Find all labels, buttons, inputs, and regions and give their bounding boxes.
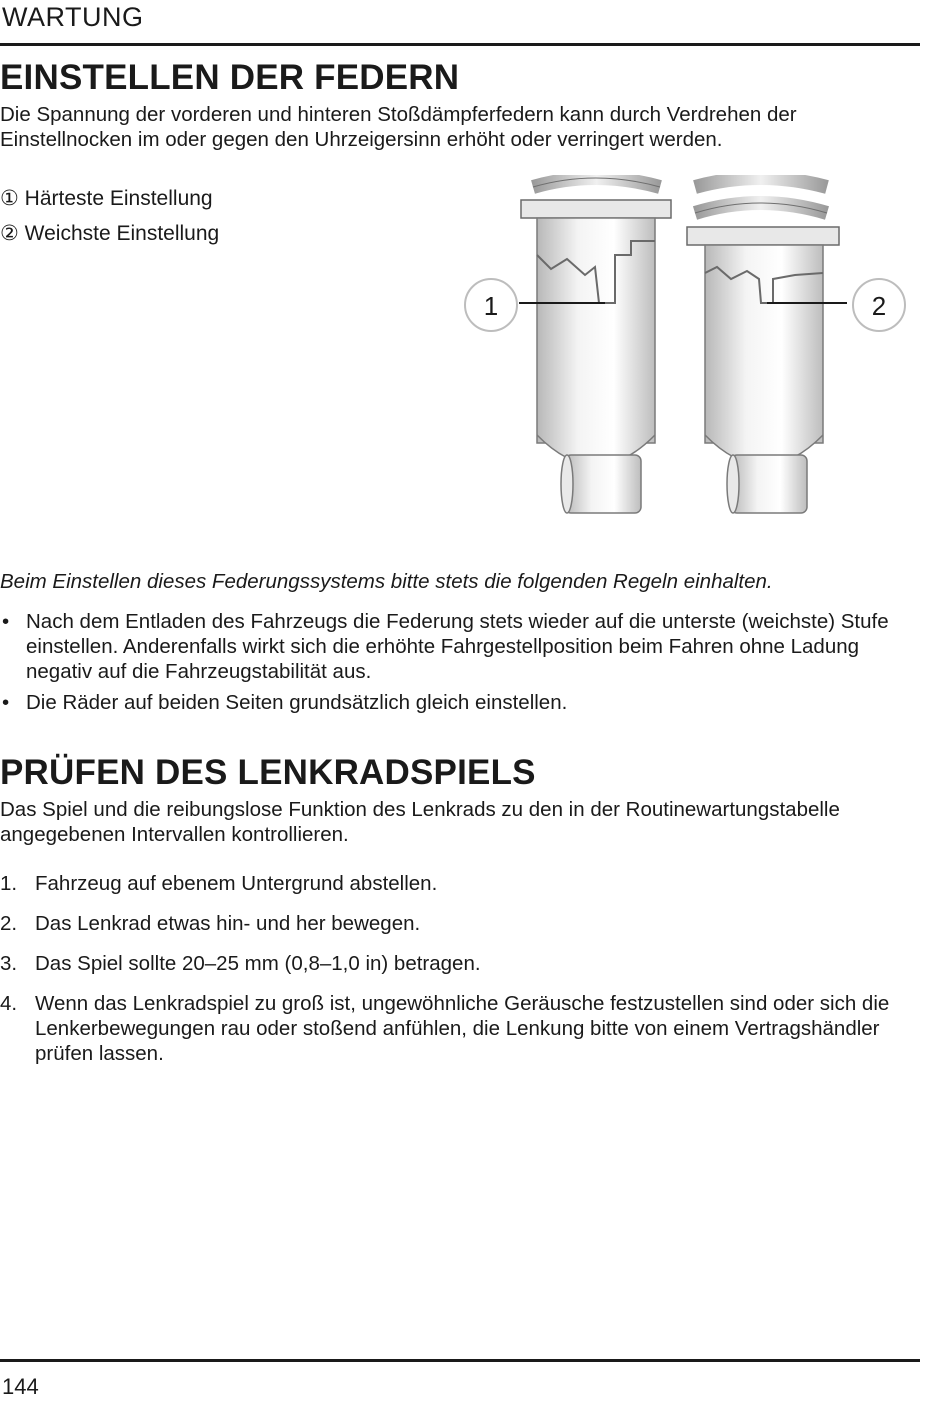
list-item (0, 951, 915, 976)
springs-intro: Die Spannung der vorderen und hinteren Stoßdämpferfedern kann durch Verdrehen der Einstellnocken im oder gegen den Uhrzeigersinn erhöht oder verringert werden. (0, 103, 797, 151)
list-item (0, 911, 915, 936)
callout-marker-1: ① (0, 187, 19, 210)
callout-label-2: Weichste Einstellung (24, 222, 220, 245)
step-text: Das Lenkrad etwas hin- und her bewegen. (35, 912, 421, 935)
bullet-text: Die Räder auf beiden Seiten grundsätzlich gleich einstellen. (26, 691, 568, 714)
bullet-marker: • (2, 691, 10, 714)
steering-intro: Das Spiel und die reibungslose Funktion des Lenkrads zu den in der Routinewartungstabelle angegebenen Intervallen kontrollieren. (0, 798, 840, 846)
header-rule (0, 43, 920, 46)
page-number: 144 (2, 1374, 39, 1399)
list-item (0, 991, 915, 1066)
footer-rule (0, 1359, 920, 1362)
step-text: Das Spiel sollte 20–25 mm (0,8–1,0 in) betragen. (35, 952, 481, 975)
list-item (0, 609, 915, 684)
bullet-marker: • (2, 610, 10, 633)
list-item (0, 690, 915, 715)
springs-note: Beim Einstellen dieses Federungssystems bitte stets die folgenden Regeln einhalten. (0, 570, 773, 593)
shock-right (687, 178, 839, 513)
callout-label-1: Härteste Einstellung (24, 187, 213, 210)
bullet-text: Nach dem Entladen des Fahrzeugs die Federung stets wieder auf die unterste (weichste) Stufe einstellen. Anderenfalls wirkt sich die erhöhte Fahrgestellposition beim Fahren ohne Ladung negativ auf die Fahrzeugstabilität aus. (26, 610, 889, 683)
step-text: Wenn das Lenkradspiel zu groß ist, ungewöhnliche Geräusche festzustellen sind oder sich die Lenkerbewegungen rau oder stoßend anfühlen, die Lenkung bitte von einem Vertragshändler prüfen lassen. (35, 992, 890, 1065)
step-number: 4. (0, 992, 18, 1015)
springs-rules-list (0, 609, 915, 721)
section-header: WARTUNG (2, 2, 144, 32)
shock-left (521, 178, 671, 513)
figure-callout-label-2: 2 (871, 291, 887, 321)
steering-steps-list (0, 871, 915, 1081)
shock-absorber-illustration (455, 175, 915, 520)
callout-hardest (0, 186, 213, 211)
step-number: 3. (0, 952, 18, 975)
step-text: Fahrzeug auf ebenem Untergrund abstellen. (35, 872, 438, 895)
list-item (0, 871, 915, 896)
springs-heading: EINSTELLEN DER FEDERN (0, 58, 460, 97)
callout-marker-2: ② (0, 222, 19, 245)
step-number: 2. (0, 912, 18, 935)
step-number: 1. (0, 872, 18, 895)
steering-heading: PRÜFEN DES LENKRADSPIELS (0, 753, 536, 792)
figure-callout-label-1: 1 (483, 291, 499, 321)
callout-softest (0, 221, 219, 246)
